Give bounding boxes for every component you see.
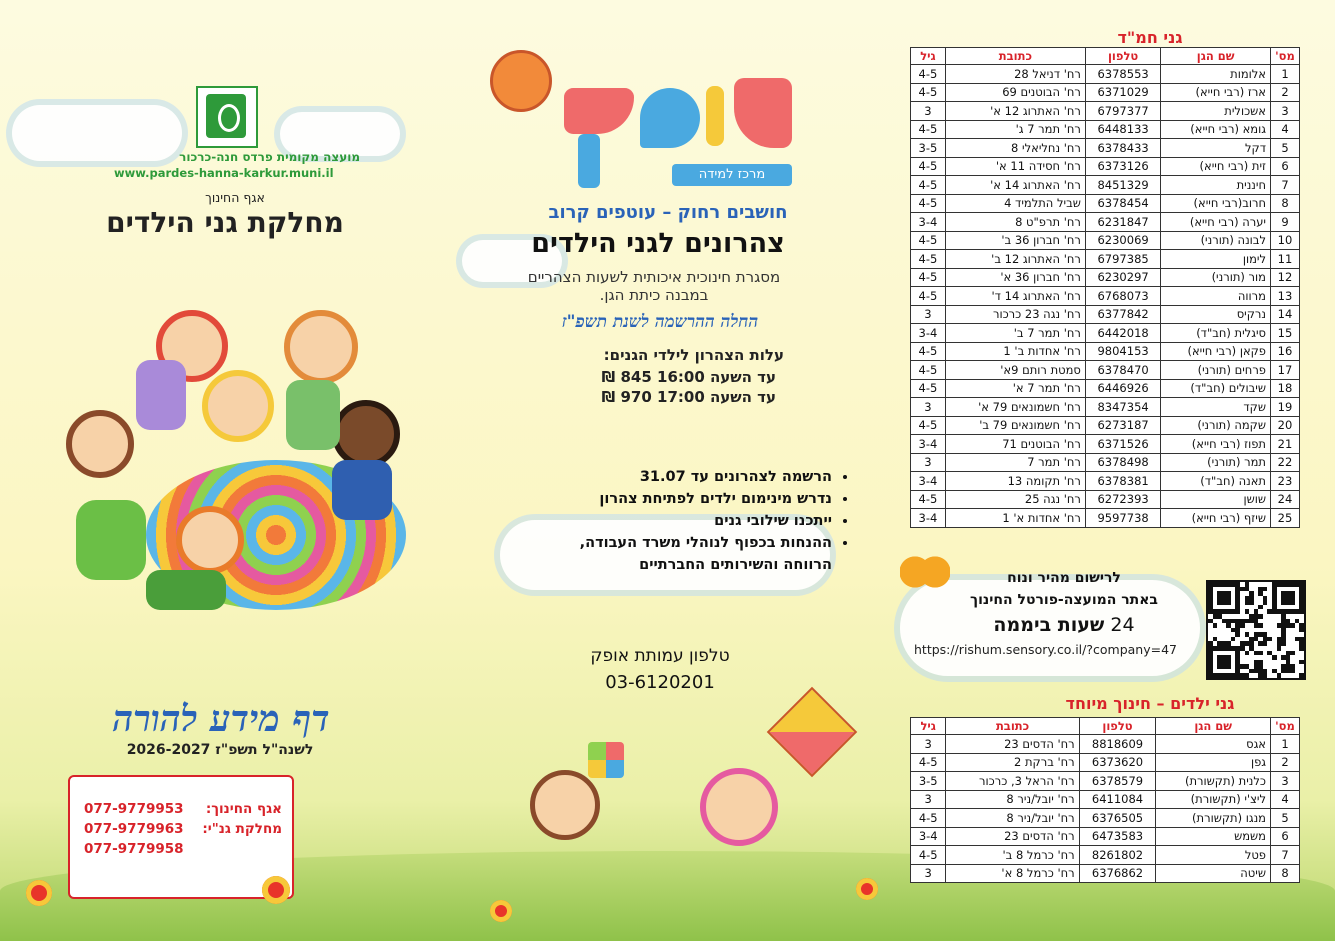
register-line: לרישום מהיר ונוח (1007, 570, 1121, 586)
table-cell: 24 (1271, 490, 1300, 509)
pinwheel-icon (588, 742, 624, 778)
table-cell: רח' האתרוג 14 א' (945, 176, 1085, 195)
table-cell[interactable]: 6448133 (1085, 120, 1160, 139)
table-cell: 4 (1271, 120, 1300, 139)
bullet-item: • נדרש מינימום ילדים לפתיחת צהרון (528, 488, 832, 510)
table-cell: 4 (1271, 790, 1300, 809)
table-cell[interactable]: 6373620 (1079, 753, 1156, 772)
table-row (911, 194, 1300, 213)
table-cell: 15 (1271, 324, 1300, 343)
table-cell[interactable]: 6473583 (1079, 827, 1156, 846)
table-cell: פטל (1156, 846, 1271, 865)
table-row (911, 753, 1300, 772)
table-row (911, 213, 1300, 232)
bullet-item: • ייתכנו שילובי גנים (528, 510, 832, 532)
table-cell: רח' הבוטנים 69 (945, 83, 1085, 102)
department-parent: אגף החינוך (205, 190, 265, 205)
description-line: מסגרת חינוכית איכותית לשעות הצהריים (527, 268, 781, 286)
table-row (911, 453, 1300, 472)
table-cell: 4-5 (911, 120, 946, 139)
table-cell: 3-4 (911, 324, 946, 343)
table-cell: 2 (1271, 753, 1300, 772)
table-row (911, 735, 1300, 754)
table-cell[interactable]: 6272393 (1085, 490, 1160, 509)
table-cell: רח' הדסים 23 (946, 735, 1079, 754)
table-cell: רח' תמר 7 ג' (945, 120, 1085, 139)
column-header: גיל (911, 718, 946, 735)
table-cell: אשכולית (1161, 102, 1271, 121)
table-cell: שקד (1161, 398, 1271, 417)
table-cell: תאנה (חב"ד) (1161, 472, 1271, 491)
flower-icon (856, 878, 878, 900)
contact-phone[interactable]: 077-9779958 (84, 841, 184, 857)
table-cell[interactable]: 6371526 (1085, 435, 1160, 454)
table-cell: מרווה (1161, 287, 1271, 306)
table-row (911, 827, 1300, 846)
table-cell: רח' תרפ"ט 8 (945, 213, 1085, 232)
table-cell: גומא (רבי חייא) (1161, 120, 1271, 139)
table-cell: תפוז (רבי חייא) (1161, 435, 1271, 454)
table-cell: 2 (1271, 83, 1300, 102)
table-cell[interactable]: 6373126 (1085, 157, 1160, 176)
department-title: מחלקת גני הילדים (106, 206, 344, 239)
contacts-box (68, 775, 294, 899)
table-cell[interactable]: 6378470 (1085, 361, 1160, 380)
table-cell: 13 (1271, 287, 1300, 306)
main-title: צהרונים לגני הילדים (531, 228, 785, 259)
table-cell: 4-5 (911, 379, 946, 398)
butterfly-icon (900, 556, 950, 588)
table-cell: 3-5 (911, 772, 946, 791)
special-ed-table (910, 717, 1300, 883)
table-cell: מור (תורני) (1161, 268, 1271, 287)
table-cell[interactable]: 6446926 (1085, 379, 1160, 398)
table-cell: רח' הראל 3, כרכור (946, 772, 1079, 791)
table-cell[interactable]: 6378381 (1085, 472, 1160, 491)
table-cell: רח' כרמל 8 א' (946, 864, 1079, 883)
table-cell: 3 (911, 453, 946, 472)
table-row (911, 102, 1300, 121)
table-cell: 10 (1271, 231, 1300, 250)
table-cell: חרוב(רבי חייא) (1161, 194, 1271, 213)
table-cell: רח' חשמונאים 79 א' (945, 398, 1085, 417)
table-cell[interactable]: 6378498 (1085, 453, 1160, 472)
ofek-phone-number[interactable]: 03-6120201 (605, 672, 715, 693)
table-row (911, 268, 1300, 287)
table-cell: 4-5 (911, 361, 946, 380)
table-cell[interactable]: 6378553 (1085, 65, 1160, 84)
table-cell: 22 (1271, 453, 1300, 472)
registration-open: החלה ההרשמה לשנת תשפ"ז (561, 312, 759, 332)
table-cell: לבונה (תורני) (1161, 231, 1271, 250)
table-cell: 9 (1271, 213, 1300, 232)
table-cell: שביל התלמיד 4 (945, 194, 1085, 213)
table-cell: 1 (1271, 735, 1300, 754)
hamad-kindergartens-table (910, 47, 1300, 528)
table-cell: ארז (רבי חייא) (1161, 83, 1271, 102)
table-cell[interactable]: 6378579 (1079, 772, 1156, 791)
contact-label: אגף החינוך: (205, 801, 282, 817)
column-header: טלפון (1079, 718, 1156, 735)
column-header: מס' (1271, 718, 1300, 735)
table-row (911, 342, 1300, 361)
table-cell: 19 (1271, 398, 1300, 417)
table-cell: 4-5 (911, 416, 946, 435)
table-cell: 3-4 (911, 509, 946, 528)
table-cell: רח' דניאל 28 (945, 65, 1085, 84)
table-cell: רח' אחדות ב' 1 (945, 342, 1085, 361)
table-cell: 1 (1271, 65, 1300, 84)
table-row (911, 139, 1300, 158)
table-cell: 17 (1271, 361, 1300, 380)
contact-phone[interactable]: 077-9779963 (84, 821, 184, 837)
table-cell: רח' נגה 23 כרכור (945, 305, 1085, 324)
table-cell: רח' כרמל 8 ב' (946, 846, 1079, 865)
table-cell: 6 (1271, 827, 1300, 846)
table-cell: 4-5 (911, 194, 946, 213)
table-cell[interactable]: 6797377 (1085, 102, 1160, 121)
ofek-logo-sub: מרכז למידה (672, 164, 792, 186)
info-title: דף מידע להורה (112, 698, 330, 740)
table-row (911, 250, 1300, 269)
ofek-logo (560, 78, 796, 188)
council-logo (196, 86, 258, 148)
table-cell: סיגלית (חב"ד) (1161, 324, 1271, 343)
table-cell: 4-5 (911, 268, 946, 287)
table-cell: נרקיס (1161, 305, 1271, 324)
table-cell: פקאן (רבי חייא) (1161, 342, 1271, 361)
table-cell: 3-5 (911, 139, 946, 158)
table-cell: רח' האתרוג 12 ב' (945, 250, 1085, 269)
table-cell: שיבולים (חב"ד) (1161, 379, 1271, 398)
special-ed-title: גני ילדים – חינוך מיוחד (1065, 694, 1235, 713)
table-cell[interactable]: 6377842 (1085, 305, 1160, 324)
table-cell[interactable]: 8347354 (1085, 398, 1160, 417)
table-cell: שושן (1161, 490, 1271, 509)
table-cell[interactable]: 6378454 (1085, 194, 1160, 213)
table-cell: 3 (911, 305, 946, 324)
table-cell: 4-5 (911, 287, 946, 306)
table-cell: 6 (1271, 157, 1300, 176)
table-cell: לימון (1161, 250, 1271, 269)
column-header: שם הגן (1156, 718, 1271, 735)
table-cell: רח' ברקת 2 (946, 753, 1079, 772)
council-name: מועצה מקומית פרדס חנה-כרכור (179, 150, 360, 164)
table-row (911, 809, 1300, 828)
table-cell[interactable]: 6797385 (1085, 250, 1160, 269)
table-cell: 3 (911, 864, 946, 883)
table-row (911, 324, 1300, 343)
table-row (911, 435, 1300, 454)
table-cell: 4-5 (911, 65, 946, 84)
table-cell: רח' יובל/ניר 8 (946, 809, 1079, 828)
table-cell: 23 (1271, 472, 1300, 491)
table-row (911, 120, 1300, 139)
register-url[interactable]: https://rishum.sensory.co.il/?company=47 (914, 642, 1177, 657)
table-row (911, 416, 1300, 435)
table-cell[interactable]: 6273187 (1085, 416, 1160, 435)
table-cell: 18 (1271, 379, 1300, 398)
table-cell: 5 (1271, 139, 1300, 158)
table-row (911, 379, 1300, 398)
table-cell: 3-4 (911, 472, 946, 491)
table-cell: 4-5 (911, 157, 946, 176)
table-row (911, 398, 1300, 417)
table-row (911, 772, 1300, 791)
table-cell: משמש (1156, 827, 1271, 846)
table-cell: 3-4 (911, 213, 946, 232)
table-cell: רח' הבוטנים 71 (945, 435, 1085, 454)
table-cell: רח' האתרוג 12 א' (945, 102, 1085, 121)
hamad-title: גני חמ"ד (1117, 28, 1183, 47)
table-cell: 3 (1271, 102, 1300, 121)
register-line: באתר המועצה-פורטל החינוך (970, 592, 1158, 608)
table-cell: אלומות (1161, 65, 1271, 84)
table-cell: 4-5 (911, 83, 946, 102)
bullet-item: • ההנחות בכפוף לנוהלי משרד העבודה, הרווחה והשירותים החברתיים (528, 532, 832, 576)
flower-icon (490, 900, 512, 922)
description-line: במבנה כיתת הגן. (599, 286, 709, 304)
table-cell[interactable]: 6230069 (1085, 231, 1160, 250)
column-header: כתובת (946, 718, 1079, 735)
table-cell: 3-4 (911, 827, 946, 846)
table-cell: 4-5 (911, 753, 946, 772)
table-cell: 3 (911, 398, 946, 417)
table-cell: רח' יובל/ניר 8 (946, 790, 1079, 809)
flower-icon (262, 876, 290, 904)
table-cell[interactable]: 6378433 (1085, 139, 1160, 158)
cost-line: עד השעה 16:00 845 ₪ (601, 368, 776, 386)
table-cell: 21 (1271, 435, 1300, 454)
child-icon (530, 770, 600, 840)
table-cell: כלנית (תקשורת) (1156, 772, 1271, 791)
slogan: חושבים רחוק – עוטפים קרוב (548, 202, 788, 223)
table-cell: 3 (911, 735, 946, 754)
table-cell: רח' תמר 7 (945, 453, 1085, 472)
table-cell: 3 (911, 790, 946, 809)
child-icon (700, 768, 778, 846)
table-cell: יערה (רבי חייא) (1161, 213, 1271, 232)
register-hours-text: שעות ביממה (993, 614, 1105, 636)
register-hours-num: 24 (1110, 614, 1135, 636)
table-cell: 7 (1271, 176, 1300, 195)
table-row (911, 509, 1300, 528)
table-cell: רח' תקומה 13 (945, 472, 1085, 491)
table-cell[interactable]: 6230297 (1085, 268, 1160, 287)
contact-phone[interactable]: 077-9779953 (84, 801, 184, 817)
school-year: לשנה"ל תשפ"ז 2026-2027 (126, 742, 314, 758)
cost-line: עד השעה 17:00 970 ₪ (601, 388, 776, 406)
qr-code[interactable] (1206, 580, 1306, 680)
register-hours (944, 614, 1184, 636)
table-row (911, 157, 1300, 176)
table-cell: רח' נגה 25 (945, 490, 1085, 509)
table-cell[interactable]: 6442018 (1085, 324, 1160, 343)
table-cell: 4-5 (911, 342, 946, 361)
table-cell: רח' האתרוג 14 ד' (945, 287, 1085, 306)
table-cell: 8 (1271, 194, 1300, 213)
table-cell: רח' חשמונאים 79 ב' (945, 416, 1085, 435)
table-cell: 16 (1271, 342, 1300, 361)
table-cell: דקל (1161, 139, 1271, 158)
table-cell: אגס (1156, 735, 1271, 754)
table-cell: 12 (1271, 268, 1300, 287)
table-cell[interactable]: 9804153 (1085, 342, 1160, 361)
table-cell: תמר (תורני) (1161, 453, 1271, 472)
table-row (911, 472, 1300, 491)
table-cell[interactable]: 8451329 (1085, 176, 1160, 195)
bullet-item: • הרשמה לצהרונים עד 31.07 (528, 466, 832, 488)
ofek-phone-label: טלפון עמותת אופק (590, 646, 730, 666)
table-cell: רח' חברון 36 ב' (945, 231, 1085, 250)
table-cell: חיננית (1161, 176, 1271, 195)
table-cell: 4-5 (911, 176, 946, 195)
table-cell: זית (רבי חייא) (1161, 157, 1271, 176)
council-website[interactable]: www.pardes-hanna-karkur.muni.il (114, 166, 334, 180)
table-cell[interactable]: 6376862 (1079, 864, 1156, 883)
column-header: גיל (911, 48, 946, 65)
table-row (911, 83, 1300, 102)
table-cell: 8 (1271, 864, 1300, 883)
table-row (911, 231, 1300, 250)
table-cell: 3 (911, 102, 946, 121)
table-cell: 11 (1271, 250, 1300, 269)
table-cell[interactable]: 6768073 (1085, 287, 1160, 306)
table-cell: רח' הדסים 23 (946, 827, 1079, 846)
column-header: כתובת (945, 48, 1085, 65)
kids-illustration (36, 270, 436, 630)
table-cell: ליצ'י (תקשורת) (1156, 790, 1271, 809)
contact-label: מחלקת גנ"י: (202, 821, 282, 837)
table-row (911, 65, 1300, 84)
table-cell: 20 (1271, 416, 1300, 435)
table-cell[interactable]: 6231847 (1085, 213, 1160, 232)
table-cell: 14 (1271, 305, 1300, 324)
table-cell: רח' אחדות א' 1 (945, 509, 1085, 528)
cost-title: עלות הצהרון לילדי הגנים: (603, 346, 784, 364)
table-cell: רח' תמר 7 ב' (945, 324, 1085, 343)
table-cell[interactable]: 6371029 (1085, 83, 1160, 102)
table-cell: 4-5 (911, 809, 946, 828)
table-row (911, 846, 1300, 865)
table-cell: רח' חסידה 11 א' (945, 157, 1085, 176)
table-cell: 3-4 (911, 435, 946, 454)
table-cell: 25 (1271, 509, 1300, 528)
table-cell: 4-5 (911, 490, 946, 509)
table-cell: שיטה (1156, 864, 1271, 883)
table-cell: 7 (1271, 846, 1300, 865)
table-row (911, 287, 1300, 306)
table-cell[interactable]: 6411084 (1079, 790, 1156, 809)
bird-icon (490, 50, 552, 112)
column-header: טלפון (1085, 48, 1160, 65)
table-row (911, 490, 1300, 509)
table-cell: רח' נחליאלי 8 (945, 139, 1085, 158)
table-cell: שיזף (רבי חייא) (1161, 509, 1271, 528)
table-cell: 3 (1271, 772, 1300, 791)
column-header: שם הגן (1161, 48, 1271, 65)
table-cell: 5 (1271, 809, 1300, 828)
table-cell: סמטת רותם 9א' (945, 361, 1085, 380)
table-cell: רח' תמר 7 א' (945, 379, 1085, 398)
table-cell: 4-5 (911, 231, 946, 250)
info-bullets (528, 466, 850, 576)
table-cell[interactable]: 8818609 (1079, 735, 1156, 754)
table-cell[interactable]: 6376505 (1079, 809, 1156, 828)
table-cell: מנגו (תקשורת) (1156, 809, 1271, 828)
table-cell: רח' חברון 36 א' (945, 268, 1085, 287)
table-cell: 4-5 (911, 250, 946, 269)
table-cell: 4-5 (911, 846, 946, 865)
table-row (911, 864, 1300, 883)
column-header: מס' (1271, 48, 1300, 65)
flower-icon (26, 880, 52, 906)
table-row (911, 790, 1300, 809)
table-cell: גפן (1156, 753, 1271, 772)
table-cell: פרחים (תורני) (1161, 361, 1271, 380)
table-row (911, 305, 1300, 324)
table-row (911, 361, 1300, 380)
table-cell[interactable]: 9597738 (1085, 509, 1160, 528)
table-cell[interactable]: 8261802 (1079, 846, 1156, 865)
table-row (911, 176, 1300, 195)
table-cell: שקמה (תורני) (1161, 416, 1271, 435)
